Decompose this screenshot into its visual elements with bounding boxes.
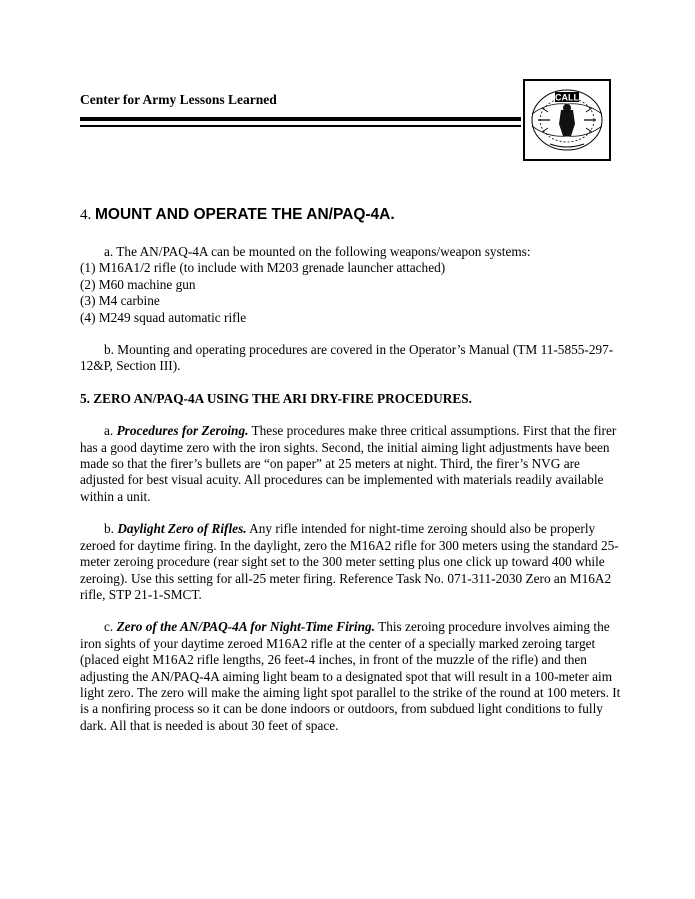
list-item: (3) M4 carbine: [80, 293, 160, 309]
para-c-title: Zero of the AN/PAQ-4A for Night-Time Firing.: [116, 619, 375, 635]
para-c-label: c.: [104, 619, 114, 635]
section-5-para-b: [80, 521, 625, 603]
section-4-title: MOUNT AND OPERATE THE AN/PAQ-4A.: [95, 206, 395, 223]
weapon-list: [80, 260, 625, 326]
header-rule-thin: [80, 125, 521, 127]
section-5-heading: 5. ZERO AN/PAQ-4A USING THE ARI DRY-FIRE PROCEDURES.: [80, 390, 472, 406]
list-item: (2) M60 machine gun: [80, 276, 196, 292]
list-item: (4) M249 squad automatic rifle: [80, 309, 247, 325]
section-4-para-a: a. The AN/PAQ-4A can be mounted on the following weapons/weapon systems:: [104, 244, 531, 259]
header-title: Center for Army Lessons Learned: [80, 92, 277, 107]
section-4-number: 4.: [80, 207, 92, 223]
para-a-text: These procedures make three critical assumptions. First that the firer has a good daytime zero with the iron sights. Second, the initial aiming light adjustments have been made so that the firer’s bullets are “on paper” at 25 meters at night. Third, the firer’s NVG are adjusted for best visual acuity. All procedures can be implemented with materials readily available within a unit.: [80, 423, 617, 504]
para-b-text: Any rifle intended for night-time zeroing should also be properly zeroed for daytime firing. In the daylight, zero the M16A2 rifle for 300 meters using the standard 25-meter zeroing procedure (rear sight set to the 300 meter setting plus one click up toward 400 while zeroing). Use this setting for all-25 meter firing. Reference Task No. 071-311-2030 Zero an M16A2 rifle, STP 21-1-SMCT.: [80, 521, 619, 602]
section-5-para-c: [80, 619, 625, 734]
call-logo: [523, 79, 611, 161]
para-b-label: b.: [104, 521, 114, 537]
section-4-para-b: b. Mounting and operating procedures are covered in the Operator’s Manual (TM 11-5855-297-12&P, Section III).: [80, 342, 614, 374]
para-b-title: Daylight Zero of Rifles.: [117, 521, 247, 537]
para-c-text: This zeroing procedure involves aiming the iron sights of your daytime zeroed M16A2 rifle at the center of a specially marked zeroing target (placed eight M16A2 rifle lengths, 26 feet-4 inches, in front of the muzzle of the rifle) and then adjusting the AN/PAQ-4A aiming light beam to a designated spot that will result in a 100-meter aim light zero. The zero will make the aiming light spot parallel to the strike of the round at 100 meters. It is a nonfiring process so it can be done indoors or outdoors, from subdued light conditions to fully dark. All that is needed is about 30 feet of space.: [80, 619, 621, 733]
header-rule-thick: [80, 117, 521, 121]
section-5-para-a: [80, 423, 625, 505]
para-a-title: Procedures for Zeroing.: [116, 423, 249, 439]
page-body: [80, 196, 625, 734]
logo-text: CALL: [555, 92, 579, 103]
section-4-heading: [80, 206, 625, 224]
para-a-label: a.: [104, 423, 114, 439]
list-item: (1) M16A1/2 rifle (to include with M203 grenade launcher attached): [80, 260, 446, 276]
